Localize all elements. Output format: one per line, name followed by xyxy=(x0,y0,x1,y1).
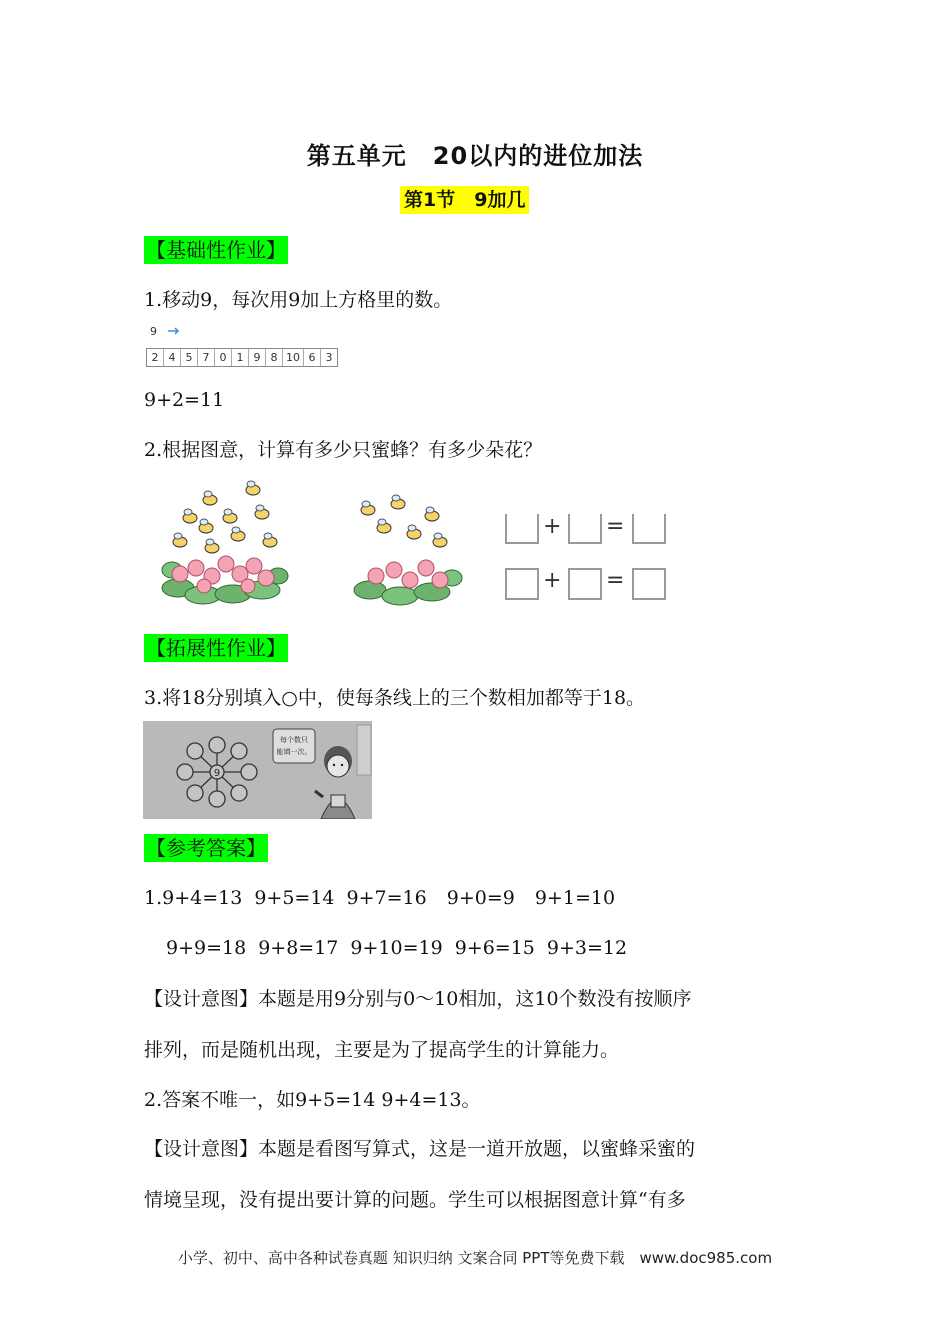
answer-1-line-2 xyxy=(166,934,627,962)
answer-1-item: 9+5=14 xyxy=(254,887,335,909)
speech-bubble xyxy=(273,729,315,763)
strip-cell: 1 xyxy=(232,349,249,366)
answer-1-item: 9+7=16 xyxy=(346,887,427,909)
question-1: 1.移动9，每次用9加上方格里的数。 xyxy=(144,289,453,311)
table-edge xyxy=(357,725,371,775)
strip-start-number: 9 xyxy=(150,325,157,338)
strip-cell: 5 xyxy=(181,349,198,366)
example-equation: 9+2=11 xyxy=(144,389,225,411)
answer-1-item: 1.9+4=13 xyxy=(144,887,243,909)
star-circle-puzzle-image xyxy=(143,721,372,819)
strip-cell: 0 xyxy=(215,349,232,366)
answers-tag: 【参考答案】 xyxy=(146,836,266,860)
answer-1-line-1 xyxy=(144,884,615,912)
design-intent-2-line-1: 【设计意图】本题是看图写算式，这是一道开放题，以蜜蜂采蜜的 xyxy=(144,1138,696,1160)
strip-cell: 2 xyxy=(147,349,164,366)
answer-1-item: 9+0=9 xyxy=(446,887,515,909)
equals-sign-2: = xyxy=(606,568,625,593)
strip-cell: 4 xyxy=(164,349,181,366)
design-intent-2-line-2: 情境呈现，没有提出要计算的问题。学生可以根据图意计算“有多 xyxy=(144,1189,686,1211)
strip-cell: 10 xyxy=(283,349,304,366)
answer-1-item: 9+9=18 xyxy=(166,937,247,959)
unit-topic: 20以内的进位加法 xyxy=(432,142,644,170)
equals-sign-1: = xyxy=(606,514,625,539)
design-intent-1-line-2: 排列，而是随机出现，主要是为了提高学生的计算能力。 xyxy=(144,1039,620,1061)
answer-1-item: 9+10=19 xyxy=(350,937,443,959)
bees-group xyxy=(173,481,277,553)
question-3: 3.将18分别填入○中，使每条线上的三个数相加都等于18。 xyxy=(144,687,646,709)
question-2: 2.根据图意，计算有多少只蜜蜂？有多少朵花？ xyxy=(144,439,543,461)
strip-cell: 7 xyxy=(198,349,215,366)
circle-star-diagram xyxy=(143,721,372,819)
girl-figure-illustration xyxy=(315,746,355,819)
answer-1-item: 9+3=12 xyxy=(546,937,628,959)
bees-and-flowers-illustration-small xyxy=(348,494,466,606)
bees-and-flowers-illustration xyxy=(158,478,290,606)
plus-sign-2: + xyxy=(543,568,562,593)
answer-box-2b[interactable] xyxy=(568,568,602,600)
bubble-line-1: 每个数只 xyxy=(280,736,308,744)
answer-2: 2.答案不唯一，如9+5=14 9+4=13。 xyxy=(144,1089,481,1111)
unit-label: 第五单元 xyxy=(306,142,407,170)
basic-homework-tag: 【基础性作业】 xyxy=(146,238,286,262)
strip-cell: 9 xyxy=(249,349,266,366)
answer-box-1b[interactable] xyxy=(568,514,602,544)
center-number: 9 xyxy=(213,768,221,779)
strip-cell: 3 xyxy=(325,351,333,364)
extended-homework-tag: 【拓展性作业】 xyxy=(146,636,286,660)
answer-box-1c[interactable] xyxy=(632,514,666,544)
answer-1-item: 9+8=17 xyxy=(258,937,339,959)
plus-sign-1: + xyxy=(543,514,562,539)
answer-1-item: 9+6=15 xyxy=(454,937,535,959)
answer-box-2c[interactable] xyxy=(632,568,666,600)
arrow-right-icon xyxy=(168,326,180,336)
answer-box-1a[interactable] xyxy=(505,514,539,544)
strip-cell: 8 xyxy=(266,349,283,366)
number-strip xyxy=(146,348,338,367)
answer-1-item: 9+1=10 xyxy=(534,887,616,909)
bees-group-small xyxy=(361,495,447,547)
bubble-line-2: 能填一次。 xyxy=(276,748,312,756)
answer-box-2a[interactable] xyxy=(505,568,539,600)
page-footer: 小学、初中、高中各种试卷真题 知识归纳 文案合同 PPT等免费下载 www.doc985.com xyxy=(177,1249,773,1267)
design-intent-1-line-1: 【设计意图】本题是用9分别与0～10相加，这10个数没有按顺序 xyxy=(144,988,692,1010)
page-title xyxy=(0,136,950,171)
strip-cell: 6 xyxy=(304,349,321,366)
section-title: 第1节 9加几 xyxy=(400,186,529,214)
